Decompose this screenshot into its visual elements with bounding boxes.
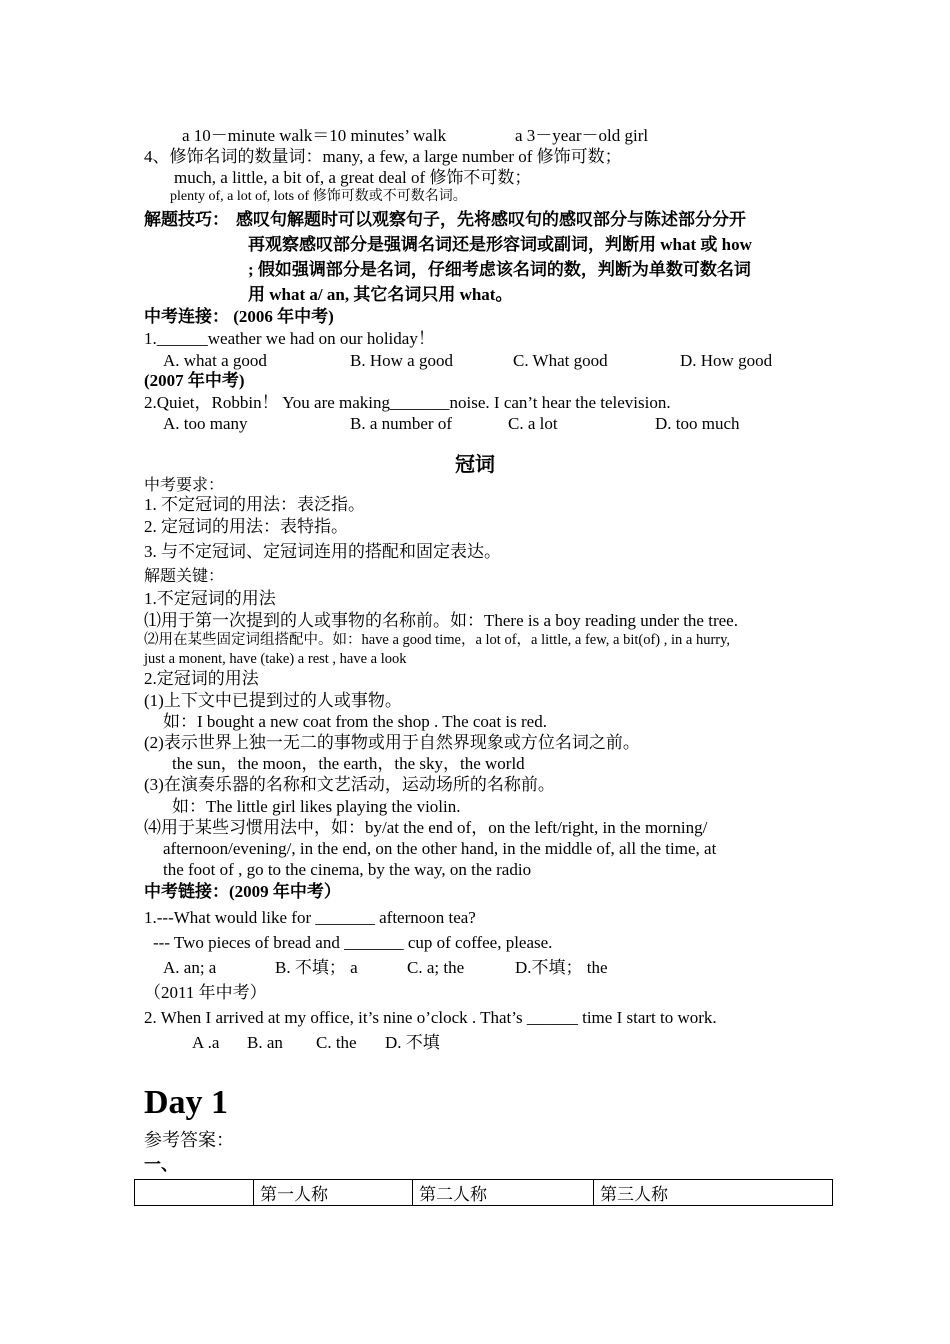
requirement-item: 2. 定冠词的用法：表特指。: [144, 517, 348, 536]
definite-title: 2.定冠词的用法: [144, 669, 259, 688]
indefinite-rule-2-cont: just a monent, have (take) a rest , have a look: [144, 651, 407, 667]
answer-table: [134, 1179, 833, 1206]
tip-line: 再观察感叹部分是强调名词还是形容词或副词，判断用 what 或 how: [248, 235, 752, 254]
question-2: 2.Quiet，Robbin！ You are making_______noise. I can’t hear the television.: [144, 393, 671, 412]
section-title: 冠词: [455, 452, 495, 476]
key-label: 解题关键：: [144, 566, 225, 585]
definite-example-1: 如：I bought a new coat from the shop . The coat is red.: [163, 712, 547, 731]
option-b: B. How a good: [350, 351, 453, 370]
tip-label: 解题技巧：: [144, 210, 229, 229]
table-header-cell: [135, 1180, 254, 1206]
definite-rule-1: (1)上下文中已提到过的人或事物。: [144, 691, 402, 710]
indefinite-rule-1: ⑴用于第一次提到的人或事物的名称前。如：There is a boy reading under the tree.: [144, 611, 738, 630]
requirement-item: 3. 与不定冠词、定冠词连用的搭配和固定表达。: [144, 542, 501, 561]
table-row: [135, 1180, 833, 1206]
requirements-label: 中考要求：: [144, 475, 225, 494]
option-c: C. a; the: [407, 958, 465, 977]
question-1: 1.---What would like for _______ afternoon tea?: [144, 908, 476, 927]
option-b: B. 不填； a: [275, 958, 358, 977]
table-header-cell: 第二人称: [413, 1180, 594, 1206]
table-header-cell: 第一人称: [254, 1180, 413, 1206]
indefinite-rule-2: ⑵用在某些固定词组搭配中。如：have a good time，a lot of，a little, a few, a bit(of) , in a hurry,: [144, 632, 731, 648]
definite-rule-4-cont: afternoon/evening/, in the end, on the other hand, in the middle of, all the time, at: [163, 839, 717, 858]
day-heading: Day 1: [144, 1084, 229, 1121]
definite-rule-4-cont: the foot of , go to the cinema, by the way, on the radio: [163, 860, 532, 879]
option-b: B. an: [247, 1033, 283, 1052]
tip-line: 感叹句解题时可以观察句子，先将感叹句的感叹部分与陈述部分分开: [236, 210, 746, 229]
quantifier-title: 4、修饰名词的数量词：many, a few, a large number of 修饰可数；: [144, 147, 622, 166]
definite-rule-2: (2)表示世界上独一无二的事物或用于自然界现象或方位名词之前。: [144, 733, 640, 752]
exam-year: (2007 年中考): [144, 371, 245, 390]
question-1: 1.______weather we had on our holiday！: [144, 329, 435, 348]
option-b: B. a number of: [350, 414, 452, 433]
table-header-cell: 第三人称: [594, 1180, 833, 1206]
option-a: A. an; a: [163, 958, 217, 977]
indefinite-title: 1.不定冠词的用法: [144, 589, 276, 608]
option-d: D. too much: [655, 414, 740, 433]
definite-example-3: 如：The little girl likes playing the violin.: [172, 797, 461, 816]
definite-rule-3: (3)在演奏乐器的名称和文艺活动，运动场所的名称前。: [144, 775, 555, 794]
option-d: D. How good: [680, 351, 773, 370]
tip-line: ; 假如强调部分是名词，仔细考虑该名词的数，判断为单数可数名词: [248, 260, 751, 279]
exam-link-header: 中考连接： (2006 年中考): [144, 307, 334, 326]
question-2: 2. When I arrived at my office, it’s nine o’clock . That’s ______ time I start to work.: [144, 1008, 717, 1027]
definite-rule-4: ⑷用于某些习惯用法中，如：by/at the end of，on the left/right, in the morning/: [144, 818, 708, 837]
quantifier-both: plenty of, a lot of, lots of 修饰可数或不可数名词。: [170, 189, 467, 204]
option-d: D. 不填: [385, 1033, 440, 1052]
exam-link-header: 中考链接：(2009 年中考）: [144, 882, 341, 901]
question-1-reply: --- Two pieces of bread and _______ cup of coffee, please.: [153, 933, 553, 952]
section-number: 一、: [144, 1155, 178, 1174]
quantifier-uncountable: much, a little, a bit of, a great deal of 修饰不可数；: [174, 168, 532, 187]
option-a: A .a: [192, 1033, 220, 1052]
definite-example-2: the sun，the moon，the earth，the sky，the world: [172, 754, 525, 773]
option-a: A. what a good: [163, 351, 267, 370]
option-d: D.不填； the: [515, 958, 608, 977]
option-c: C. What good: [513, 351, 608, 370]
exam-year: （2011 年中考）: [144, 983, 267, 1002]
option-a: A. too many: [163, 414, 248, 433]
answer-label: 参考答案：: [144, 1130, 234, 1151]
option-c: C. a lot: [508, 414, 558, 433]
compound-example: a 10－minute walk＝10 minutes’ walk: [182, 126, 447, 145]
compound-example-2: a 3－year－old girl: [515, 126, 649, 145]
tip-line: 用 what a/ an, 其它名词只用 what。: [248, 285, 513, 304]
requirement-item: 1. 不定冠词的用法：表泛指。: [144, 495, 365, 514]
option-c: C. the: [316, 1033, 357, 1052]
